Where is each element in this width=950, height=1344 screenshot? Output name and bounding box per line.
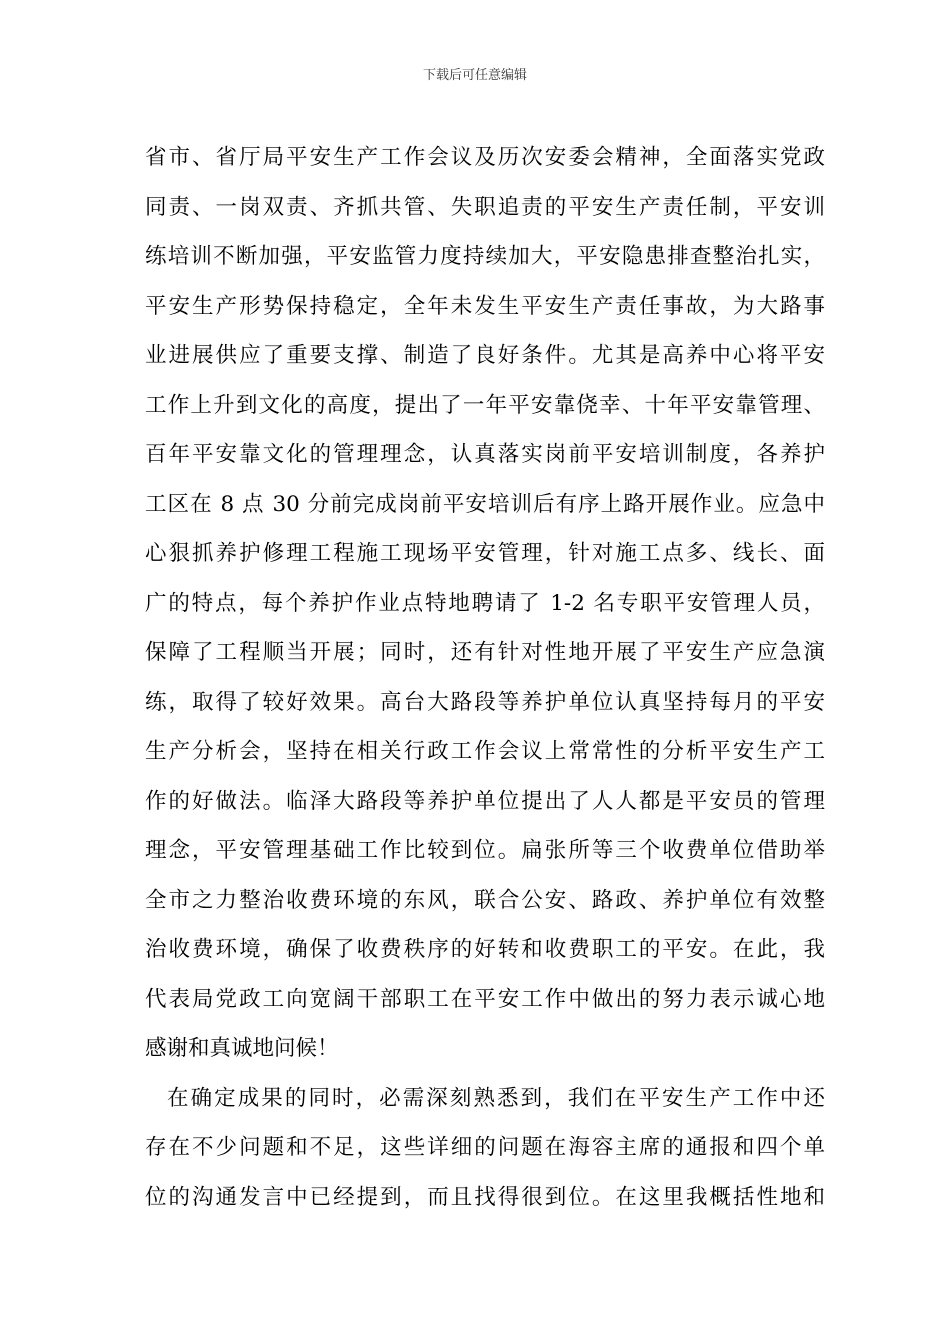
text-line: 在确定成果的同时，必需深刻熟悉到，我们在平安生产工作中还: [167, 1085, 825, 1111]
text-line: 同责、一岗双责、齐抓共管、失职追责的平安生产责任制，平安训: [145, 194, 825, 220]
text-line: 存在不少问题和不足，这些详细的问题在海容主席的通报和四个单: [145, 1135, 825, 1160]
text-line: 全市之力整治收费环境的东风，联合公安、路政、养护单位有效整: [145, 887, 825, 913]
page-header: 下载后可任意编辑: [422, 68, 527, 83]
text-line: 平安生产形势保持稳定，全年未发生平安生产责任事故，为大路事: [145, 293, 825, 319]
paragraph-2: [145, 1074, 825, 1223]
text-line: 作的好做法。临泽大路段等养护单位提出了人人都是平安员的管理: [145, 788, 825, 814]
document-body: [145, 133, 825, 1222]
text-line: 代表局党政工向宽阔干部职工在平安工作中做出的努力表示诚心地: [145, 986, 825, 1012]
text-line: 业进展供应了重要支撑、制造了良好条件。尤其是高养中心将平安: [145, 343, 825, 368]
text-line: 工区在 8 点 30 分前完成岗前平安培训后有序上路开展作业。应急中: [145, 491, 825, 517]
text-line: 感谢和真诚地问候！: [145, 1036, 339, 1061]
text-line: 练，取得了较好效果。高台大路段等养护单位认真坚持每月的平安: [145, 689, 825, 715]
text-line: 治收费环境，确保了收费秩序的好转和收费职工的平安。在此，我: [145, 937, 825, 962]
text-line: 练培训不断加强，平安监管力度持续加大，平安隐患排查整治扎实，: [145, 244, 825, 269]
text-line: 工作上升到文化的高度，提出了一年平安靠侥幸、十年平安靠管理、: [145, 392, 825, 418]
text-line: 广的特点，每个养护作业点特地聘请了 1-2 名专职平安管理人员，: [145, 590, 825, 616]
text-line: 百年平安靠文化的管理理念，认真落实岗前平安培训制度，各养护: [145, 442, 825, 467]
text-line: 理念，平安管理基础工作比较到位。扁张所等三个收费单位借助举: [145, 838, 825, 863]
text-line: 位的沟通发言中已经提到，而且找得很到位。在这里我概括性地和: [145, 1184, 825, 1210]
text-line: 保障了工程顺当开展；同时，还有针对性地开展了平安生产应急演: [145, 640, 825, 665]
text-line: 生产分析会，坚持在相关行政工作会议上常常性的分析平安生产工: [145, 739, 825, 764]
text-line: 省市、省厅局平安生产工作会议及历次安委会精神，全面落实党政: [145, 145, 825, 170]
text-line: 心狠抓养护修理工程施工现场平安管理，针对施工点多、线长、面: [145, 541, 825, 566]
paragraph-1: [145, 133, 825, 1074]
